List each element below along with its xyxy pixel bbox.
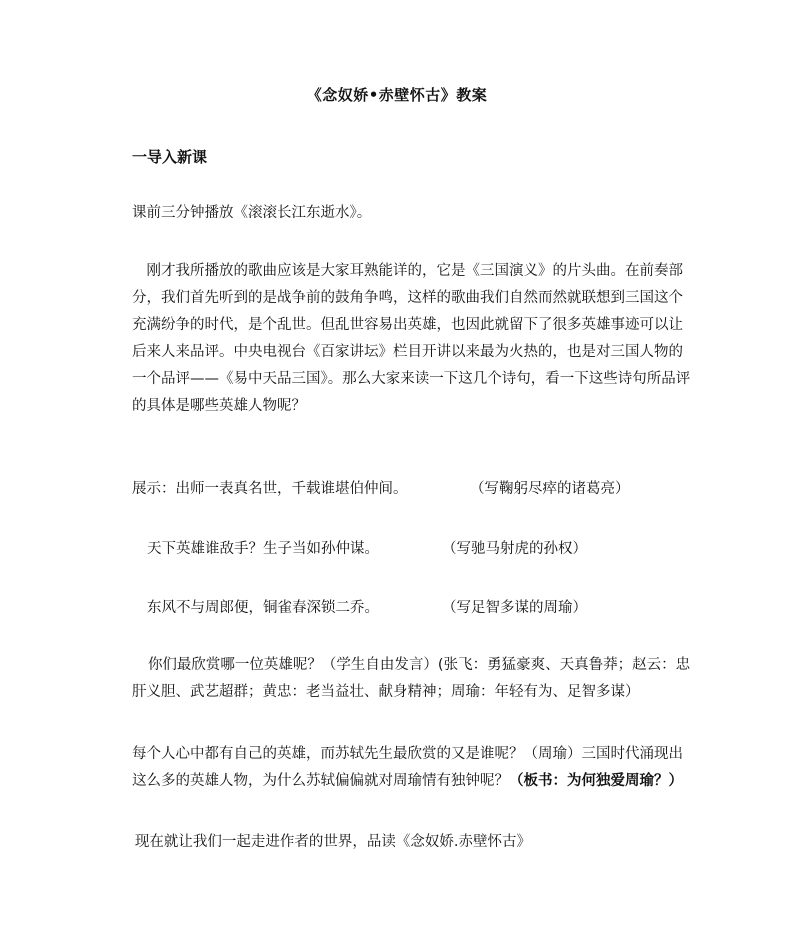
- show-note-1: （写鞠躬尽瘁的诸葛亮）: [470, 481, 630, 497]
- paragraph-favorite-hero: 你们最欣赏哪一位英雄呢？（学生自由发言）(张飞：勇猛豪爽、天真鲁莽；赵云：忠肝义胆、武艺超群；黄忠：老当益壮、献身精神；周瑜：年轻有为、足智多谋）: [132, 657, 691, 700]
- show-line-2: 天下英雄谁敌手？生子当如孙仲谋。: [147, 541, 379, 557]
- show-line-3: 东风不与周郎便，铜雀春深锁二乔。: [147, 600, 379, 616]
- show-line-1: 展示：出师一表真名世，千载谁堪伯仲间。: [132, 481, 408, 497]
- blackboard-note: （板书：为何独爱周瑜？）: [509, 773, 683, 789]
- show-note-3: （写足智多谋的周瑜）: [442, 600, 587, 616]
- paragraph-sushi-hero-text: 每个人心中都有自己的英雄，而苏轼先生最欣赏的又是谁呢？（周瑜）三国时代涌现出这么多的英雄人物，为什么苏轼偏偏就对周瑜情有独钟呢？: [132, 746, 683, 789]
- section-heading: 一导入新课: [132, 148, 208, 166]
- document-title: 《念奴娇•赤壁怀古》教案: [306, 86, 488, 104]
- paragraph-intro: 课前三分钟播放《滚滚长江东逝水》。: [132, 205, 372, 221]
- paragraph-song-context: 刚才我所播放的歌曲应该是大家耳熟能详的，它是《三国演义》的片头曲。在前奏部分，我们首先听到的是战争前的鼓角争鸣，这样的歌曲我们自然而然就联想到三国这个充满纷争的时代，是个乱世。但乱世容易出英雄，也因此就留下了很多英雄事迹可以让后来人来品评。中央电视台《百家讲坛》栏目开讲以来最为火热的，也是对三国人物的一个品评——《易中天品三国》。那么大家来读一下这几个诗句，看一下这些诗句所品评的具体是哪些英雄人物呢？: [132, 263, 691, 414]
- paragraph-sushi-hero: [132, 741, 694, 795]
- paragraph-transition: 现在就让我们一起走进作者的世界，品读《念奴娇.赤壁怀古》: [134, 834, 531, 850]
- show-note-2: （写驰马射虎的孙权）: [442, 541, 587, 557]
